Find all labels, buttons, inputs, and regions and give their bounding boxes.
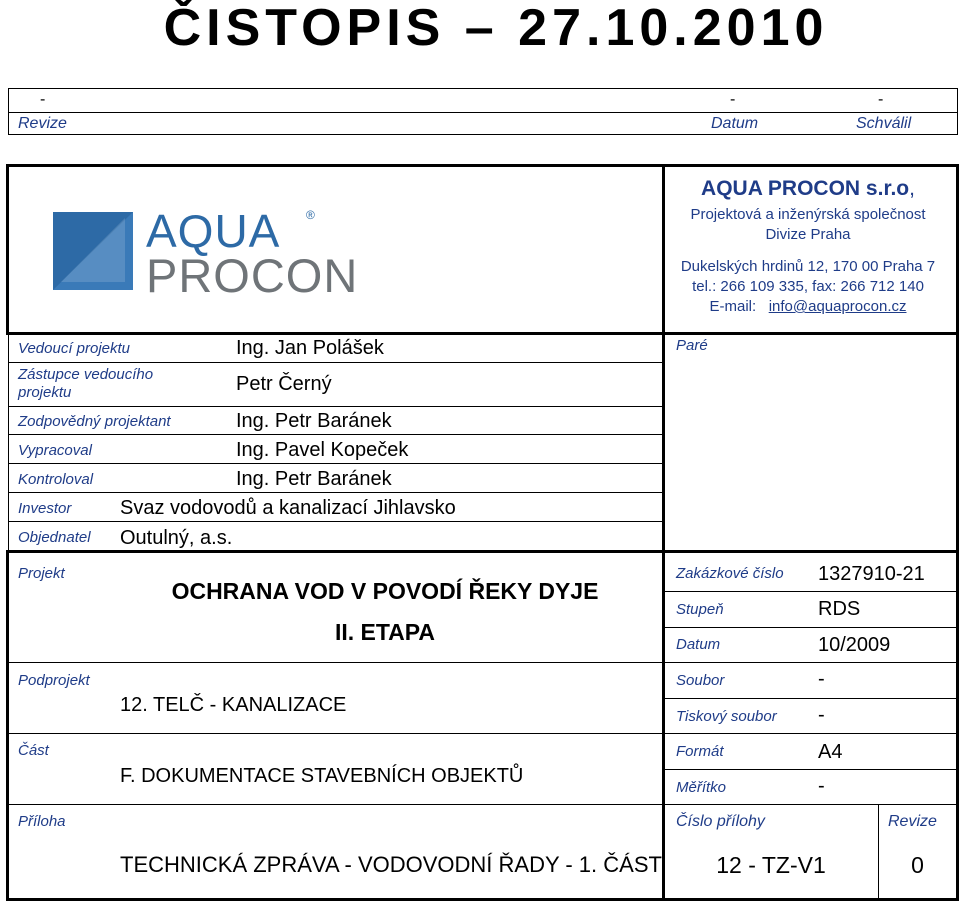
- logo-text-procon: PROCON: [146, 249, 359, 302]
- cast-value: F. DOKUMENTACE STAVEBNÍCH OBJEKTŮ: [120, 765, 524, 787]
- company-phone: tel.: 266 109 335, fax: 266 712 140: [692, 278, 924, 295]
- kontroloval-value: Ing. Petr Baránek: [236, 468, 392, 490]
- stupen-value: RDS: [818, 598, 861, 620]
- tiskovy-value: -: [818, 704, 825, 726]
- priloha-label: Příloha: [18, 813, 66, 830]
- cislo-prilohy-value: 12 - TZ-V1: [716, 852, 826, 878]
- objednatel-label: Objednatel: [18, 529, 91, 546]
- zastupce-value: Petr Černý: [236, 373, 332, 395]
- company-name: AQUA PROCON s.r.o,: [701, 177, 915, 200]
- vypracoval-value: Ing. Pavel Kopeček: [236, 439, 409, 461]
- vedouci-label: Vedoucí projektu: [18, 340, 131, 357]
- zastupce-label: Zástupce vedoucího projektu: [18, 366, 154, 401]
- vedouci-value: Ing. Jan Polášek: [236, 337, 384, 359]
- projekt-line2: II. ETAPA: [334, 619, 436, 645]
- zakazkove-label: Zakázkové číslo: [676, 565, 784, 582]
- company-logo: [53, 205, 373, 302]
- zodpovedny-label: Zodpovědný projektant: [18, 413, 171, 430]
- stupen-label: Stupeň: [676, 601, 724, 618]
- company-tagline: Projektová a inženýrská společnost: [690, 206, 926, 223]
- cislo-prilohy-label: Číslo přílohy: [676, 813, 765, 830]
- vypracoval-label: Vypracoval: [18, 442, 92, 459]
- revize-value: -: [40, 91, 46, 108]
- schvalil-value: -: [878, 91, 884, 108]
- projekt-label: Projekt: [18, 565, 65, 582]
- investor-value: Svaz vodovodů a kanalizací Jihlavsko: [120, 497, 456, 519]
- revize-info-label: Revize: [888, 813, 937, 830]
- page-title: ČISTOPIS – 27.10.2010: [163, 0, 829, 57]
- datum-info-value: 10/2009: [818, 634, 891, 656]
- tiskovy-label: Tiskový soubor: [676, 708, 777, 725]
- revize-info-value: 0: [911, 852, 924, 878]
- objednatel-value: Outulný, a.s.: [120, 527, 233, 549]
- meritko-label: Měřítko: [676, 779, 727, 796]
- soubor-label: Soubor: [676, 672, 725, 689]
- datum-info-label: Datum: [676, 636, 721, 653]
- meritko-value: -: [818, 775, 825, 797]
- kontroloval-label: Kontroloval: [18, 471, 94, 488]
- company-address: Dukelských hrdinů 12, 170 00 Praha 7: [680, 258, 936, 275]
- podprojekt-value: 12. TELČ - KANALIZACE: [120, 694, 347, 716]
- revize-label: Revize: [18, 115, 67, 132]
- podprojekt-label: Podprojekt: [18, 672, 90, 689]
- company-division: Divize Praha: [765, 226, 851, 243]
- logo-text-aqua: AQUA: [146, 205, 281, 257]
- investor-label: Investor: [18, 500, 72, 517]
- pare-label: Paré: [676, 337, 708, 354]
- datum-value: -: [730, 91, 736, 108]
- zakazkove-value: 1327910-21: [818, 563, 925, 585]
- priloha-value: TECHNICKÁ ZPRÁVA - VODOVODNÍ ŘADY - 1. ČÁST: [120, 852, 662, 877]
- datum-label: Datum: [711, 115, 759, 132]
- cast-label: Část: [18, 742, 49, 759]
- schvalil-label: Schválil: [856, 115, 912, 132]
- company-email-line: E-mail: info@aquaprocon.cz: [709, 298, 907, 315]
- format-value: A4: [818, 741, 843, 763]
- logo-registered: ®: [306, 208, 315, 222]
- format-label: Formát: [676, 743, 724, 760]
- zodpovedny-value: Ing. Petr Baránek: [236, 410, 392, 432]
- projekt-line1: OCHRANA VOD V POVODÍ ŘEKY DYJE: [171, 578, 599, 604]
- company-email-link[interactable]: info@aquaprocon.cz: [768, 298, 907, 315]
- soubor-value: -: [818, 668, 825, 690]
